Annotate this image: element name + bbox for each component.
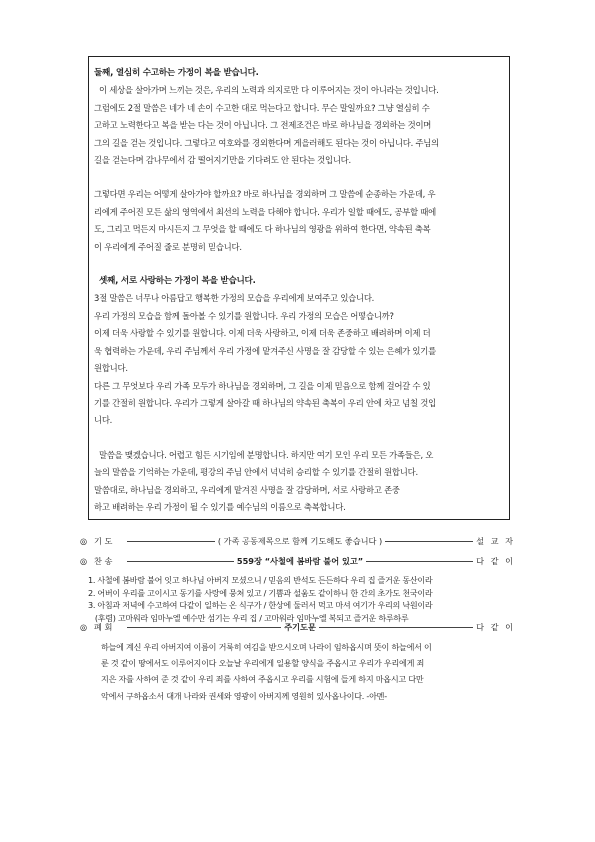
order-row-prayer — [80, 533, 515, 549]
sermon-line: 기를 간절히 원합니다. 우리가 그렇게 살아갈 때 하나님의 약속된 축복이 우리 안에 차고 넘칠 것입 — [94, 397, 436, 408]
sermon-line: 그의 길을 걷는 것입니다. 그렇다고 여호와를 경외한다며 게을러해도 된다는 것이 아닙니다. 주님의 — [94, 137, 439, 148]
hymn-refrain: (후렴) 고마워라 임마누엘 예수만 섬기는 우리 집 / 고마워라 임마누엘 복되고 즐거운 하루하루 — [88, 612, 409, 623]
bullseye-icon: ◎ — [80, 556, 88, 566]
divider — [319, 627, 473, 628]
sermon-line: 도, 그리고 먹든지 마시든지 그 무엇을 할 때에도 다 하나님의 영광을 위하여 한다면, 약속된 축복 — [94, 224, 431, 235]
divider — [385, 541, 473, 542]
section-heading-third: 셋째, 서로 사랑하는 가정이 복을 받습니다. — [99, 276, 256, 287]
sermon-line: 길을 걷는다며 감나무에서 감 떨어지기만을 기다려도 안 된다는 것입니다. — [94, 155, 351, 166]
sermon-line: 니다. — [94, 415, 113, 426]
order-label: 폐 회 — [94, 622, 113, 632]
order-leader: 다 같 이 — [476, 556, 516, 566]
sermon-line: 이 세상을 살아가며 느끼는 것은, 우리의 노력과 의지로만 다 이루어지는 것이 아니라는 것입니다. — [99, 85, 439, 96]
order-description: ( 가족 공동제목으로 함께 기도해도 좋습니다 ) — [217, 536, 383, 546]
sermon-line: 우리 가정의 모습을 함께 돌아볼 수 있기를 원합니다. 우리 가정의 모습은 어떻습니까? — [94, 310, 394, 321]
order-description: 559장 “사철에 봄바람 불어 있고” — [236, 556, 364, 566]
sermon-line: 늘의 말씀을 기억하는 가운데, 평강의 주님 안에서 넉넉히 승리할 수 있기를 간절히 원합니다. — [94, 467, 418, 478]
sermon-line: 3절 말씀은 너무나 아름답고 행복한 가정의 모습을 우리에게 보여주고 있습니다. — [94, 293, 375, 304]
divider — [127, 561, 234, 562]
hymn-lyrics — [88, 574, 518, 624]
prayer-line: 하늘에 계신 우리 아버지여 이름이 거룩히 여김을 받으시오며 나라이 임하옵시며 뜻이 하늘에서 이 — [101, 642, 432, 652]
sermon-line: 욱 협력하는 가운데, 우리 주님께서 우리 가정에 맡겨주신 사명을 잘 감당할 수 있는 은혜가 있기를 — [94, 345, 436, 356]
order-row-closing — [80, 619, 515, 635]
sermon-line: 그렇다면 우리는 어떻게 살아가야 할까요? 바로 하나님을 경외하며 그 말씀에 순종하는 가운데, 우 — [94, 189, 436, 200]
order-label: 기 도 — [94, 536, 113, 546]
sermon-line: 다른 그 무엇보다 우리 가족 모두가 하나님을 경외하며, 그 길을 이제 믿음으로 함께 걸어갈 수 있 — [94, 380, 431, 391]
divider — [127, 627, 281, 628]
sermon-line: 말씀을 맺겠습니다. 어렵고 힘든 시기임에 분명합니다. 하지만 여기 모인 우리 모든 가족들은, 오 — [99, 449, 434, 460]
order-label: 찬 송 — [94, 556, 113, 566]
sermon-line: 원합니다. — [94, 363, 128, 374]
hymn-verse: 2. 어버이 우리를 고이시고 동기를 사랑에 뭉쳐 있고 / 기쁨과 설움도 같이하니 한 간의 초가도 천국이라 — [88, 587, 433, 598]
section-heading-second: 둘째, 열심히 수고하는 가정이 복을 받습니다. — [94, 68, 259, 78]
sermon-box — [88, 56, 510, 520]
bullseye-icon: ◎ — [80, 622, 88, 632]
order-leader: 설 교 자 — [476, 536, 515, 546]
order-description: 주기도문 — [284, 622, 316, 632]
divider — [127, 541, 215, 542]
order-leader: 다 같 이 — [476, 622, 516, 632]
prayer-line: 룬 것 같이 땅에서도 이루어지이다 오늘날 우리에게 일용할 양식을 주옵시고 우리가 우리에게 죄 — [101, 658, 425, 669]
lords-prayer — [101, 639, 521, 704]
bullseye-icon: ◎ — [80, 536, 88, 546]
sermon-line: 이 우리에게 주어질 줄로 분명히 믿습니다. — [94, 241, 242, 252]
sermon-line: 하고 배려하는 우리 가정이 될 수 있기를 예수님의 이름으로 축복합니다. — [94, 501, 346, 512]
divider — [366, 561, 473, 562]
prayer-line: 악에서 구하옵소서 대개 나라와 권세와 영광이 아버지께 영원히 있사옵나이다. -아멘- — [101, 690, 387, 701]
sermon-line: 이제 더욱 사랑할 수 있기를 원합니다. 이제 더욱 사랑하고, 이제 더욱 존중하고 배려하며 이제 더 — [94, 328, 431, 339]
sermon-line: 말씀대로, 하나님을 경외하고, 우리에게 맡겨진 사명을 잘 감당하며, 서로 사랑하고 존중 — [94, 484, 400, 495]
sermon-line: 리에게 주어진 모든 삶의 영역에서 최선의 노력을 다해야 합니다. 우리가 일할 때에도, 공부할 때에 — [94, 206, 436, 217]
hymn-verse: 1. 사철에 봄바람 불어 잇고 하나님 아버지 모셨으니 / 믿음의 반석도 든든하다 우리 집 즐거운 동산이라 — [88, 575, 433, 585]
hymn-verse: 3. 아침과 저녁에 수고하여 다같이 일하는 온 식구가 / 한상에 둘러서 먹고 마셔 여기가 우리의 낙원이라 — [88, 600, 433, 611]
sermon-line: 고하고 노력한다고 복을 받는 다는 것이 아닙니다. 그 전제조건은 바로 하나님을 경외하는 것이며 — [94, 120, 432, 131]
sermon-line: 그럼에도 2절 말씀은 네가 네 손이 수고한 대로 먹는다고 합니다. 무슨 말일까요? 그냥 열심히 수 — [94, 102, 430, 113]
order-row-hymn — [80, 553, 515, 569]
prayer-line: 지은 자를 사하여 준 것 같이 우리 죄를 사하여 주옵시고 우리를 시험에 들게 하지 마옵시고 다만 — [101, 674, 424, 685]
